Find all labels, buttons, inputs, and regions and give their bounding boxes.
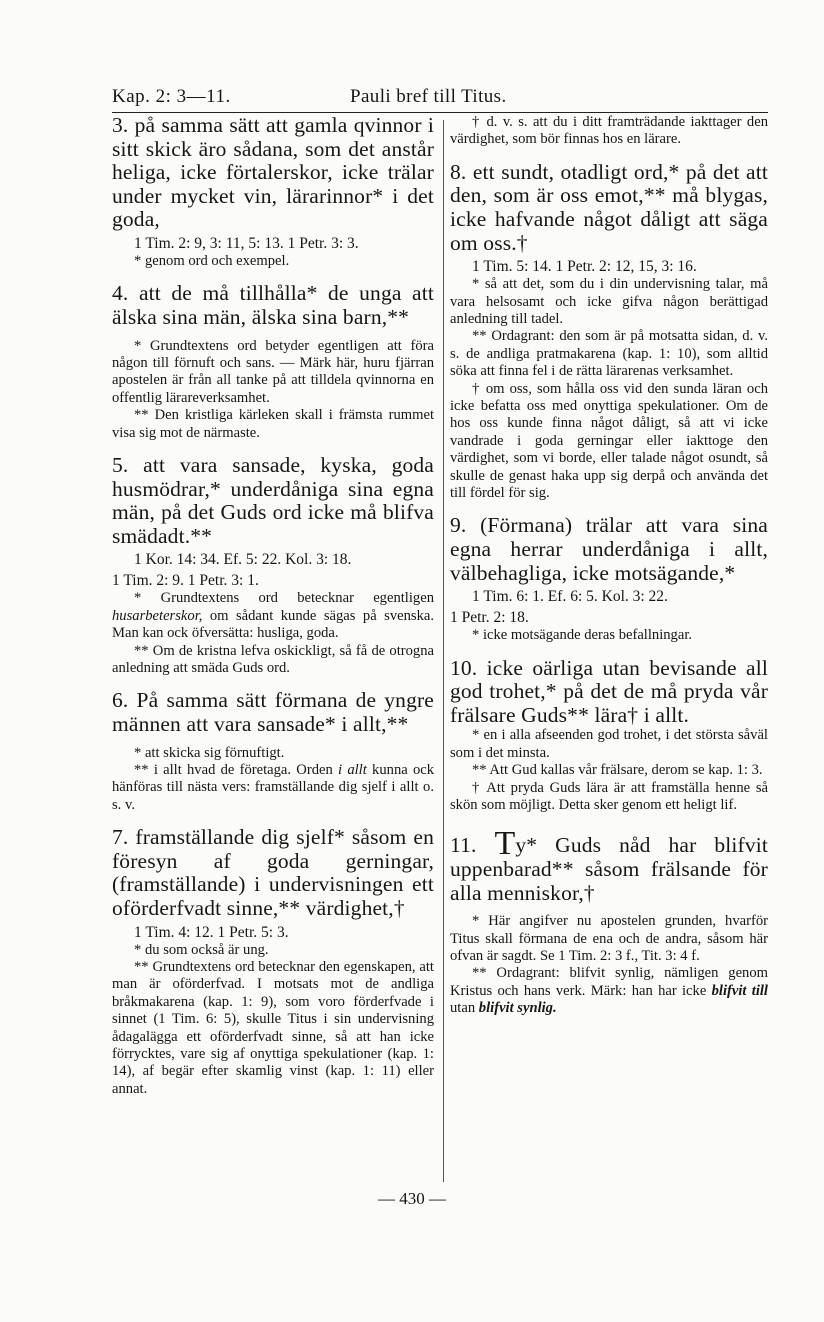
verse-10-note-3: † Att pryda Guds lära är att framställa henne så skön som möjligt. Detta sker genom ett heligt lif. — [450, 779, 768, 814]
verse-10-note-2: ** Att Gud kallas vår frälsare, derom se kap. 1: 3. — [472, 762, 763, 779]
verse-7-note-2: ** Grundtextens ord betecknar den egenskapen, att man är oförderfvad. I motsats mot de andliga bråkmakarena (kap. 1: 9), som voro förderfvade i sinnet (1 Tim. 6: 5), skulle Titus i sin undervisning ådagalägga ett oförderfvadt sinne, så att han icke förrycktes, vare sig af onyttiga spekulationer (kap. 1: 14), af begär efter skamlig vinst (kap. 1: 11) eller annat. — [112, 959, 434, 1097]
verse-9-note-1: * icke motsägande deras befallningar. — [472, 627, 693, 644]
verse-7: 7. framställande dig sjelf* såsom en föresyn af goda gerningar, (framställande) i undervisningen ett oförderfvadt sinne,** värdighet,† — [112, 825, 434, 920]
verse-8: 8. ett sundt, otadligt ord,* på det att den, som är oss emot,** må blygas, icke hafvande något dåligt att säga om oss.† — [450, 159, 768, 255]
verse-11-note-1: * Här angifver nu apostelen grunden, hvarför Titus skall förmana de ena och de andra, såsom här ofvan är sagdt. Se 1 Tim. 2: 3 f., Tit. 3: 4 f. — [450, 913, 768, 965]
verse-3: 3. på samma sätt att gamla qvinnor i sitt skick äro sådana, som det anstår heliga, icke förtalerskor, icke trälar under mycket vin, lärarinnor* i det goda, — [112, 113, 434, 232]
verse-7-note-3: † d. v. s. att du i ditt framträdande iakttager den värdighet, som bör finnas hos en lärare. — [450, 114, 768, 148]
verse-4-note-1: * Grundtextens ord betyder egentligen att föra någon till förnuft och sans. — Märk här, huru fjärran apostelen är från all tanke på att tilldela qvinnorna en offentlig lärareverksamhet. — [112, 337, 434, 406]
verse-9-refs-2: 1 Petr. 2: 18. — [450, 609, 529, 627]
running-header — [112, 82, 768, 113]
verse-6-note-1: * att skicka sig förnuftigt. — [134, 744, 285, 761]
verse-3-note-1: * genom ord och exempel. — [134, 252, 290, 269]
verse-5-note-2: ** Om de kristna lefva oskickligt, så få de otrogna anledning att smäda Guds ord. — [112, 642, 434, 676]
verse-6: 6. På samma sätt förmana de yngre männen att vara sansade* i allt,** — [112, 688, 434, 736]
verse-8-refs: 1 Tim. 5: 14. 1 Petr. 2: 12, 15, 3: 16. — [472, 258, 697, 276]
right-column — [450, 114, 768, 1018]
page-number: — 430 — — [378, 1189, 446, 1208]
verse-4-note-2: ** Den kristliga kärleken skall i främsta rummet visa sig mot de närmaste. — [112, 407, 434, 441]
verse-8-note-3: † om oss, som hålla oss vid den sunda läran och icke befatta oss med onyttiga spekulationer. Om de hos oss kunde finna något dåligt, så att vi icke vandrade i goda gerningar eller iakttoge den värdighet, som vi borde, eller talade något osundt, så skulle de genast haka upp sig derpå och använda det till fördel för sig. — [450, 380, 768, 502]
verse-5-note-1: * Grundtextens ord betecknar egentligen husarbeterskor, om sådant kunde sägas på svenska. Man kan ock öfversätta: husliga, goda. — [112, 590, 434, 642]
verse-9: 9. (Förmana) trälar att vara sina egna herrar underdåniga i allt, välbehagliga, icke motsägande,* — [450, 513, 768, 585]
verse-7-refs: 1 Tim. 4: 12. 1 Petr. 5: 3. — [134, 923, 289, 941]
verse-11-note-2: ** Ordagrant: blifvit synlig, nämligen genom Kristus och hans verk. Märk: han har icke blifvit till utan blifvit synlig. — [450, 965, 768, 1017]
left-column — [112, 114, 434, 1098]
verse-5-refs-2: 1 Tim. 2: 9. 1 Petr. 3: 1. — [112, 572, 259, 590]
book-title: Pauli bref till Titus. — [350, 86, 507, 107]
verse-7-note-1: * du som också är ung. — [134, 941, 269, 958]
verse-10: 10. icke oärliga utan bevisande all god trohet,* på det de må pryda vår frälsare Guds** lära† i allt. — [450, 655, 768, 727]
verse-5: 5. att vara sansade, kyska, goda husmödrar,* underdåniga sina egna män, på det Guds ord icke må blifva smädadt.** — [112, 453, 434, 548]
verse-10-note-1: * en i alla afseenden god trohet, i det största såväl som i det minsta. — [450, 727, 768, 761]
verse-6-note-2: ** i allt hvad de företaga. Orden i allt kunna ock hänföras till nästa vers: framställande dig sjelf i allt o. s. v. — [112, 762, 435, 813]
chapter-reference: Kap. 2: 3—11. — [112, 86, 231, 107]
verse-9-refs-1: 1 Tim. 6: 1. Ef. 6: 5. Kol. 3: 22. — [472, 588, 668, 606]
column-divider — [443, 120, 444, 1182]
verse-11: 11. Ty* Guds nåd har blifvit uppenbarad** såsom frälsande för alla menniskor,† — [450, 825, 768, 905]
verse-5-refs-1: 1 Kor. 14: 34. Ef. 5: 22. Kol. 3: 18. — [134, 551, 352, 569]
verse-8-note-2: ** Ordagrant: den som är på motsatta sidan, d. v. s. de andliga pratmakarena (kap. 1: 10), som alltid söka att finna fel i de rätta lärarenas verksamhet. — [450, 328, 768, 380]
verse-4: 4. att de må tillhålla* de unga att älska sina män, älska sina barn,** — [112, 281, 434, 329]
drop-initial: T — [494, 825, 516, 863]
verse-8-note-1: * så att det, som du i din undervisning talar, må vara helsosamt och icke gifva någon berättigad anledning till tadel. — [450, 276, 768, 327]
verse-3-refs: 1 Tim. 2: 9, 3: 11, 5: 13. 1 Petr. 3: 3. — [134, 234, 359, 252]
